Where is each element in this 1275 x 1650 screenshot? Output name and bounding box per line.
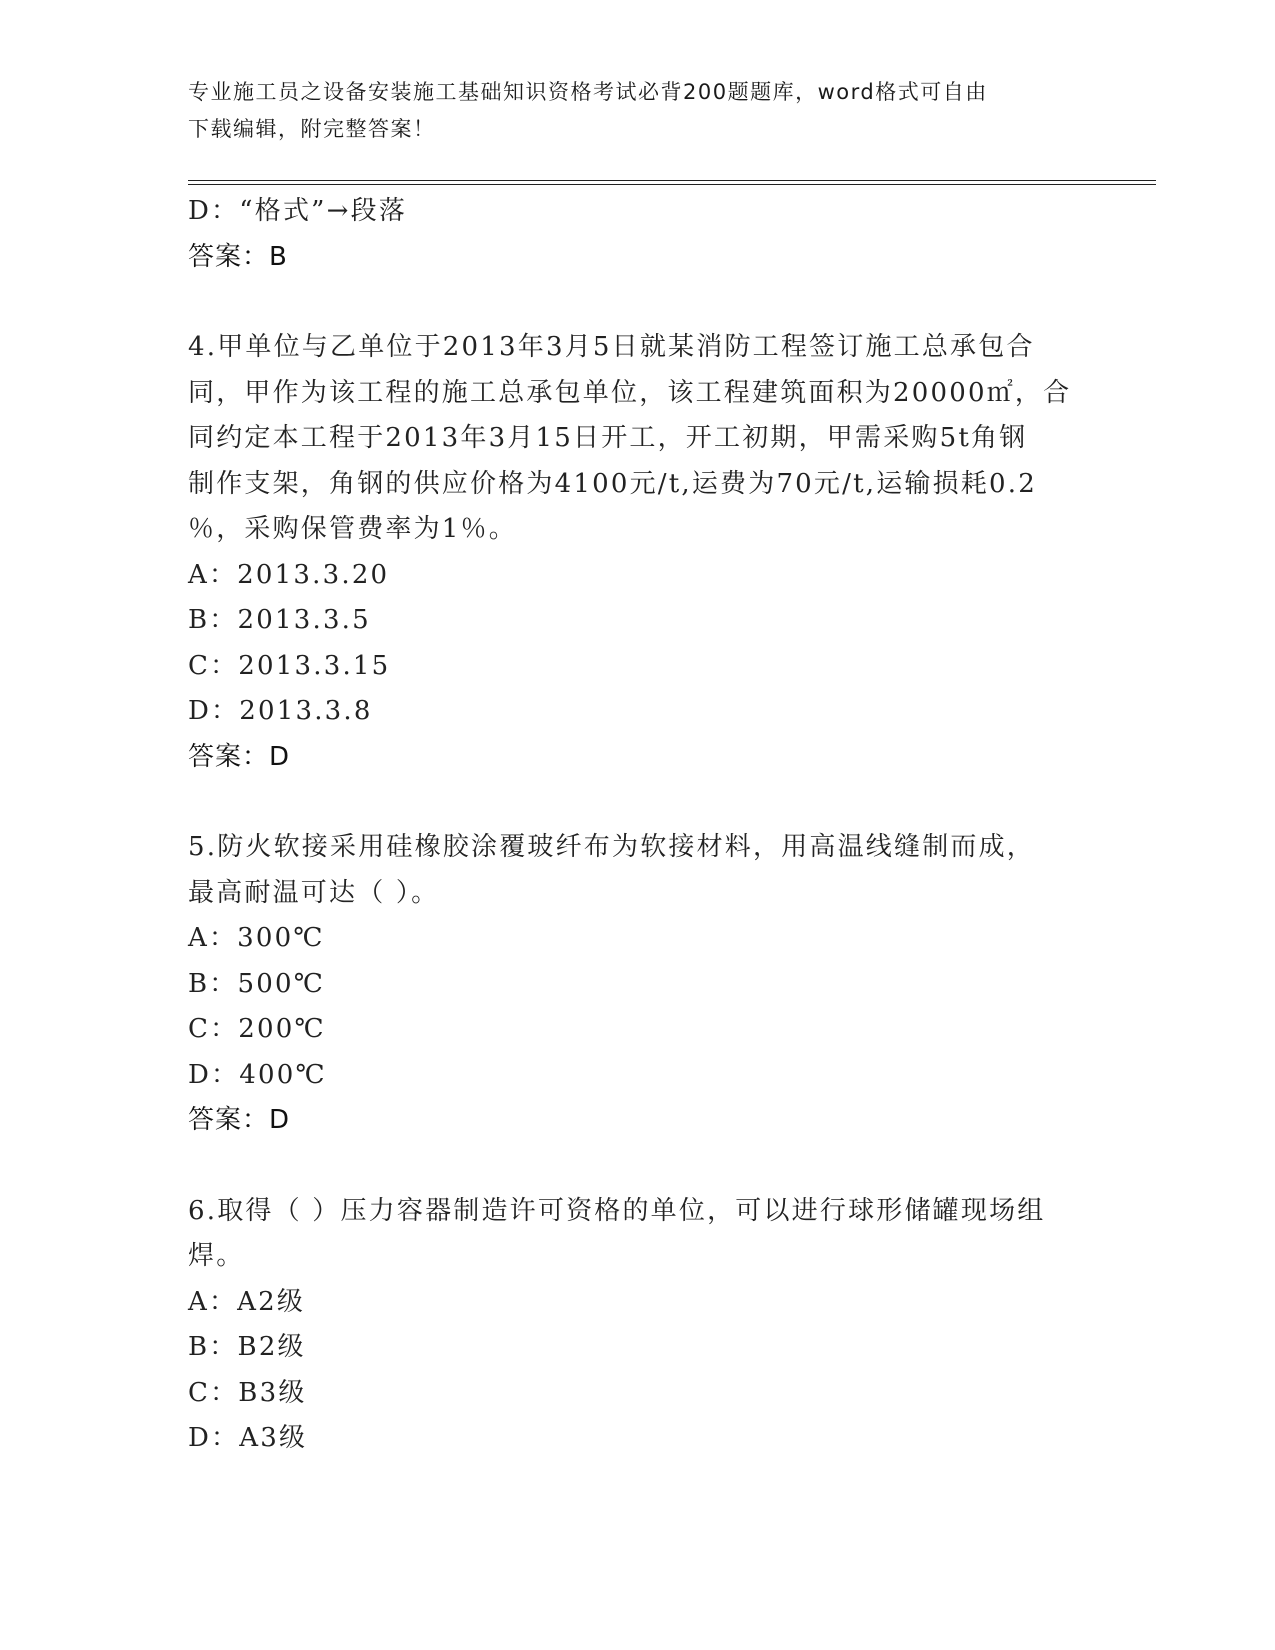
document-body: [188, 189, 1088, 1462]
document-header: [188, 74, 1088, 148]
question-text-line: 5.防火软接采用硅橡胶涂覆玻纤布为软接材料，用高温线缝制而成，: [188, 832, 1036, 862]
option-b: B：B2级: [188, 1332, 306, 1362]
question-text-line: 制作支架，角钢的供应价格为4100元/t,运费为70元/t,运输损耗0.2: [188, 468, 1037, 499]
question-text-line: 焊。: [188, 1241, 245, 1271]
header-divider-thin: [188, 184, 1156, 185]
question-text-line: 同，甲作为该工程的施工总承包单位，该工程建筑面积为20000㎡，合: [188, 377, 1072, 408]
question-text-line: 最高耐温可达（ ）。: [188, 877, 440, 908]
answer-line: 答案：B: [188, 241, 288, 272]
option-a: A：A2级: [188, 1286, 306, 1317]
answer-line: 答案：D: [188, 741, 291, 772]
question-text-line: 同约定本工程于2013年3月15日开工，开工初期，甲需采购5t角钢: [188, 423, 1028, 453]
option-a: A：2013.3.20: [188, 559, 390, 590]
question-3-tail: [188, 189, 1088, 280]
option-d: D：2013.3.8: [188, 696, 373, 726]
option-b: B：2013.3.5: [188, 605, 371, 635]
option-d: D：400℃: [188, 1059, 327, 1090]
question-6: [188, 1189, 1088, 1462]
option-c: C：2013.3.15: [188, 650, 391, 681]
option-b: B：500℃: [188, 968, 326, 999]
option-d: D：“格式”→段落: [188, 196, 408, 226]
question-4: [188, 325, 1088, 780]
option-a: A：300℃: [188, 923, 325, 953]
option-d: D：A3级: [188, 1423, 308, 1453]
question-text-line: ％，采购保管费率为1％。: [188, 514, 517, 544]
option-c: C：200℃: [188, 1014, 326, 1044]
question-text-line: 6.取得（ ）压力容器制造许可资格的单位，可以进行球形储罐现场组: [188, 1195, 1046, 1226]
answer-line: 答案：D: [188, 1105, 291, 1135]
question-text-line: 4.甲单位与乙单位于2013年3月5日就某消防工程签订施工总承包合: [188, 332, 1035, 362]
header-line-1: 专业施工员之设备安装施工基础知识资格考试必背200题题库，word格式可自由: [188, 80, 988, 104]
header-divider: [188, 180, 1156, 181]
option-c: C：B3级: [188, 1377, 307, 1408]
question-5: [188, 825, 1088, 1144]
header-line-2: 下载编辑，附完整答案！: [188, 117, 436, 141]
